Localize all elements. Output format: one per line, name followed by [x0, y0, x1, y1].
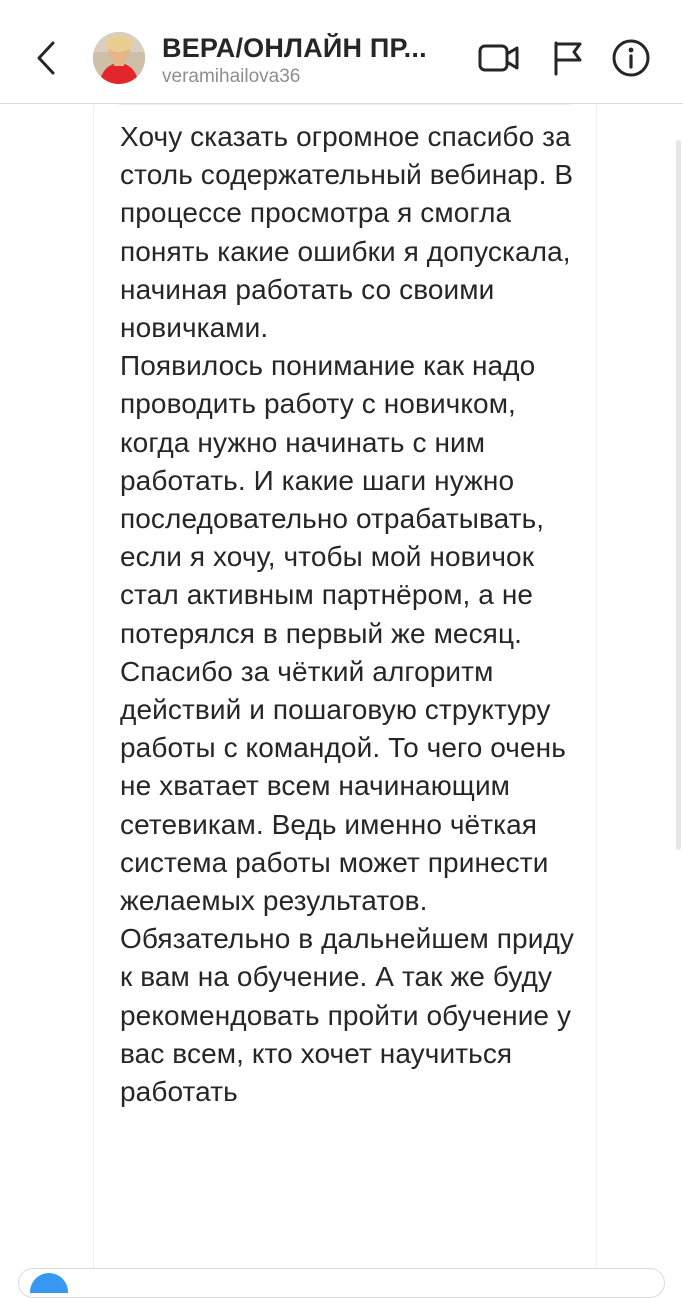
- message-paragraph: Появилось понимание как надо проводить работу с новичком, когда нужно начинать с ним работать. И какие шаги нужно последовательно отрабатывать, если я хочу, чтобы мой новичок стал активным партнёром, а не потерялся в первый же месяц.: [120, 350, 545, 649]
- chat-title[interactable]: ВЕРА/ОНЛАЙН ПР...: [162, 33, 427, 63]
- message-paragraph: Спасибо за чёткий алгоритм действий и пошаговую структуру работы с командой. То чего очень не хватает всем начинающим сетевикам. Ведь именно чёткая система работы может принести желаемых результатов.: [120, 655, 566, 917]
- chevron-left-icon: [36, 40, 56, 76]
- video-camera-icon: [478, 42, 520, 74]
- back-button[interactable]: [28, 36, 64, 80]
- chat-header: [0, 0, 683, 104]
- info-button[interactable]: [609, 38, 653, 78]
- message-composer[interactable]: [18, 1268, 665, 1298]
- report-button[interactable]: [546, 38, 590, 78]
- message-paragraph: Хочу сказать огромное спасибо за столь содержательный вебинар. В процессе просмотра я смогла понять какие ошибки я допускала, начиная работать со своими новичками.: [120, 121, 574, 344]
- avatar[interactable]: [93, 32, 145, 84]
- message-paragraph: Обязательно в дальнейшем приду к вам на обучение. А так же буду рекомендовать пройти обучение у вас всем, кто хочет научиться работать: [120, 923, 574, 1108]
- avatar-image: [93, 32, 145, 84]
- flag-icon: [552, 40, 584, 76]
- info-icon: [611, 38, 651, 78]
- scrollbar[interactable]: [676, 140, 681, 850]
- video-call-button[interactable]: [477, 38, 521, 78]
- chat-username[interactable]: veramihailova36: [162, 66, 301, 87]
- message-text: [120, 118, 580, 1111]
